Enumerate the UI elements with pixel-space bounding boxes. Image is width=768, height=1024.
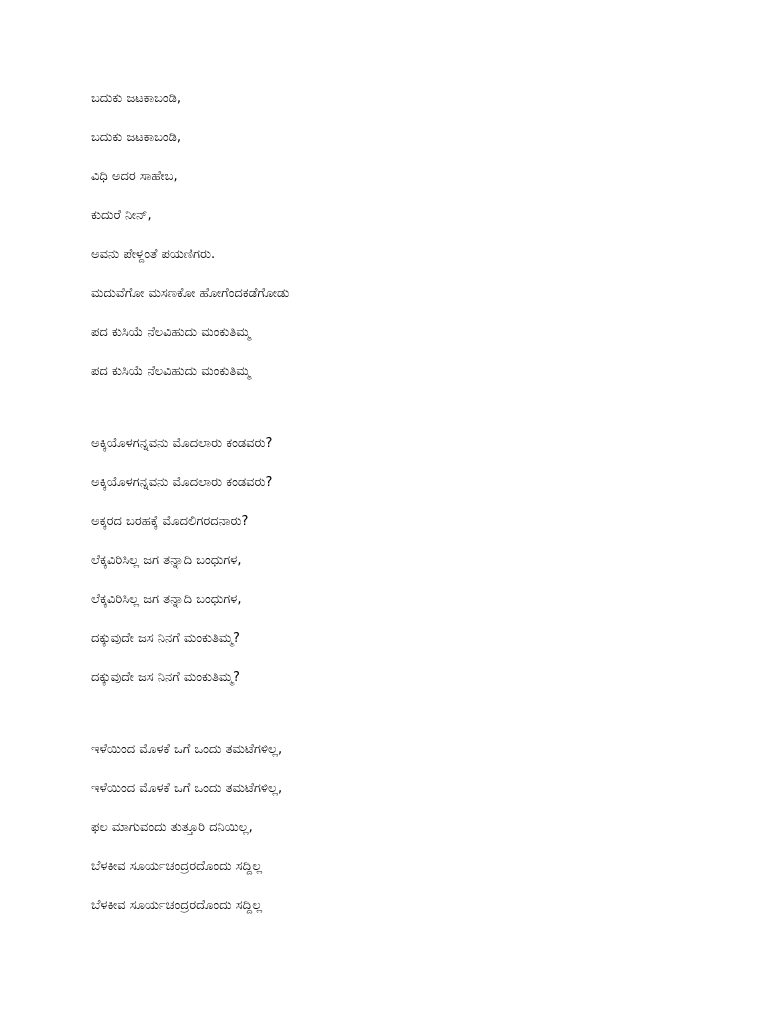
poem-line: ಫಲ ಮಾಗುವಂದು ತುತ್ತೂರಿ ದನಿಯಿಲ್ಲ, — [91, 820, 253, 835]
poem-line: ಬದುಕು ಜಟಕಾಬಂಡಿ, — [91, 91, 181, 106]
poem-line: ದಕ್ಕುವುದೇ ಜಸ ನಿನಗೆ ಮಂಕುತಿಮ್ಮ? — [91, 670, 240, 685]
poem-line: ಪದ ಕುಸಿಯೆ ನೆಲವಿಹುದು ಮಂಕುತಿಮ್ಮ — [91, 364, 251, 379]
poem-line: ಲೆಕ್ಕವಿರಿಸಿಲ್ಲ ಜಗ ತನ್ನಾದಿ ಬಂಧುಗಳ, — [91, 592, 242, 607]
poem-line: ಅಕ್ಕಿಯೊಳಗನ್ನವನು ಮೊದಲಾರು ಕಂಡವರು? — [91, 475, 273, 490]
poem-line: ದಕ್ಕುವುದೇ ಜಸ ನಿನಗೆ ಮಂಕುತಿಮ್ಮ? — [91, 631, 240, 646]
poem-line: ಅವನು ಪೇಳ್ದಂತೆ ಪಯಣಿಗರು. — [91, 247, 216, 262]
poem-line: ಬೆಳಕೀವ ಸೂರ್ಯಚಂದ್ರರದೊಂದು ಸದ್ದಿಲ್ಲ — [91, 898, 263, 913]
poem-line: ಇಳೆಯಿಂದ ಮೊಳಕೆ ಒಗೆ ಒಂದು ತಮಟೆಗಳಿಲ್ಲ, — [91, 742, 283, 757]
poem-line: ಲೆಕ್ಕವಿರಿಸಿಲ್ಲ ಜಗ ತನ್ನಾದಿ ಬಂಧುಗಳ, — [91, 553, 242, 568]
poem-line: ಬೆಳಕೀವ ಸೂರ್ಯಚಂದ್ರರದೊಂದು ಸದ್ದಿಲ್ಲ — [91, 859, 263, 874]
poem-line: ಬದುಕು ಜಟಕಾಬಂಡಿ, — [91, 130, 181, 145]
poem-line: ಮದುವೆಗೋ ಮಸಣಕೋ ಹೋಗೆಂದಕಡೆಗೋಡು — [91, 286, 290, 301]
poem-line: ಅಕ್ಕರದ ಬರಹಕ್ಕೆ ಮೊದಲಿಗರದನಾರು? — [91, 514, 249, 529]
poem-line: ಕುದುರೆ ನೀನ್, — [91, 208, 152, 223]
poem-line: ಅಕ್ಕಿಯೊಳಗನ್ನವನು ಮೊದಲಾರು ಕಂಡವರು? — [91, 436, 273, 451]
poem-line: ಪದ ಕುಸಿಯೆ ನೆಲವಿಹುದು ಮಂಕುತಿಮ್ಮ — [91, 325, 251, 340]
poem-line: ವಿಧಿ ಅದರ ಸಾಹೇಬ, — [91, 169, 178, 184]
poem-line: ಇಳೆಯಿಂದ ಮೊಳಕೆ ಒಗೆ ಒಂದು ತಮಟೆಗಳಿಲ್ಲ, — [91, 781, 283, 796]
